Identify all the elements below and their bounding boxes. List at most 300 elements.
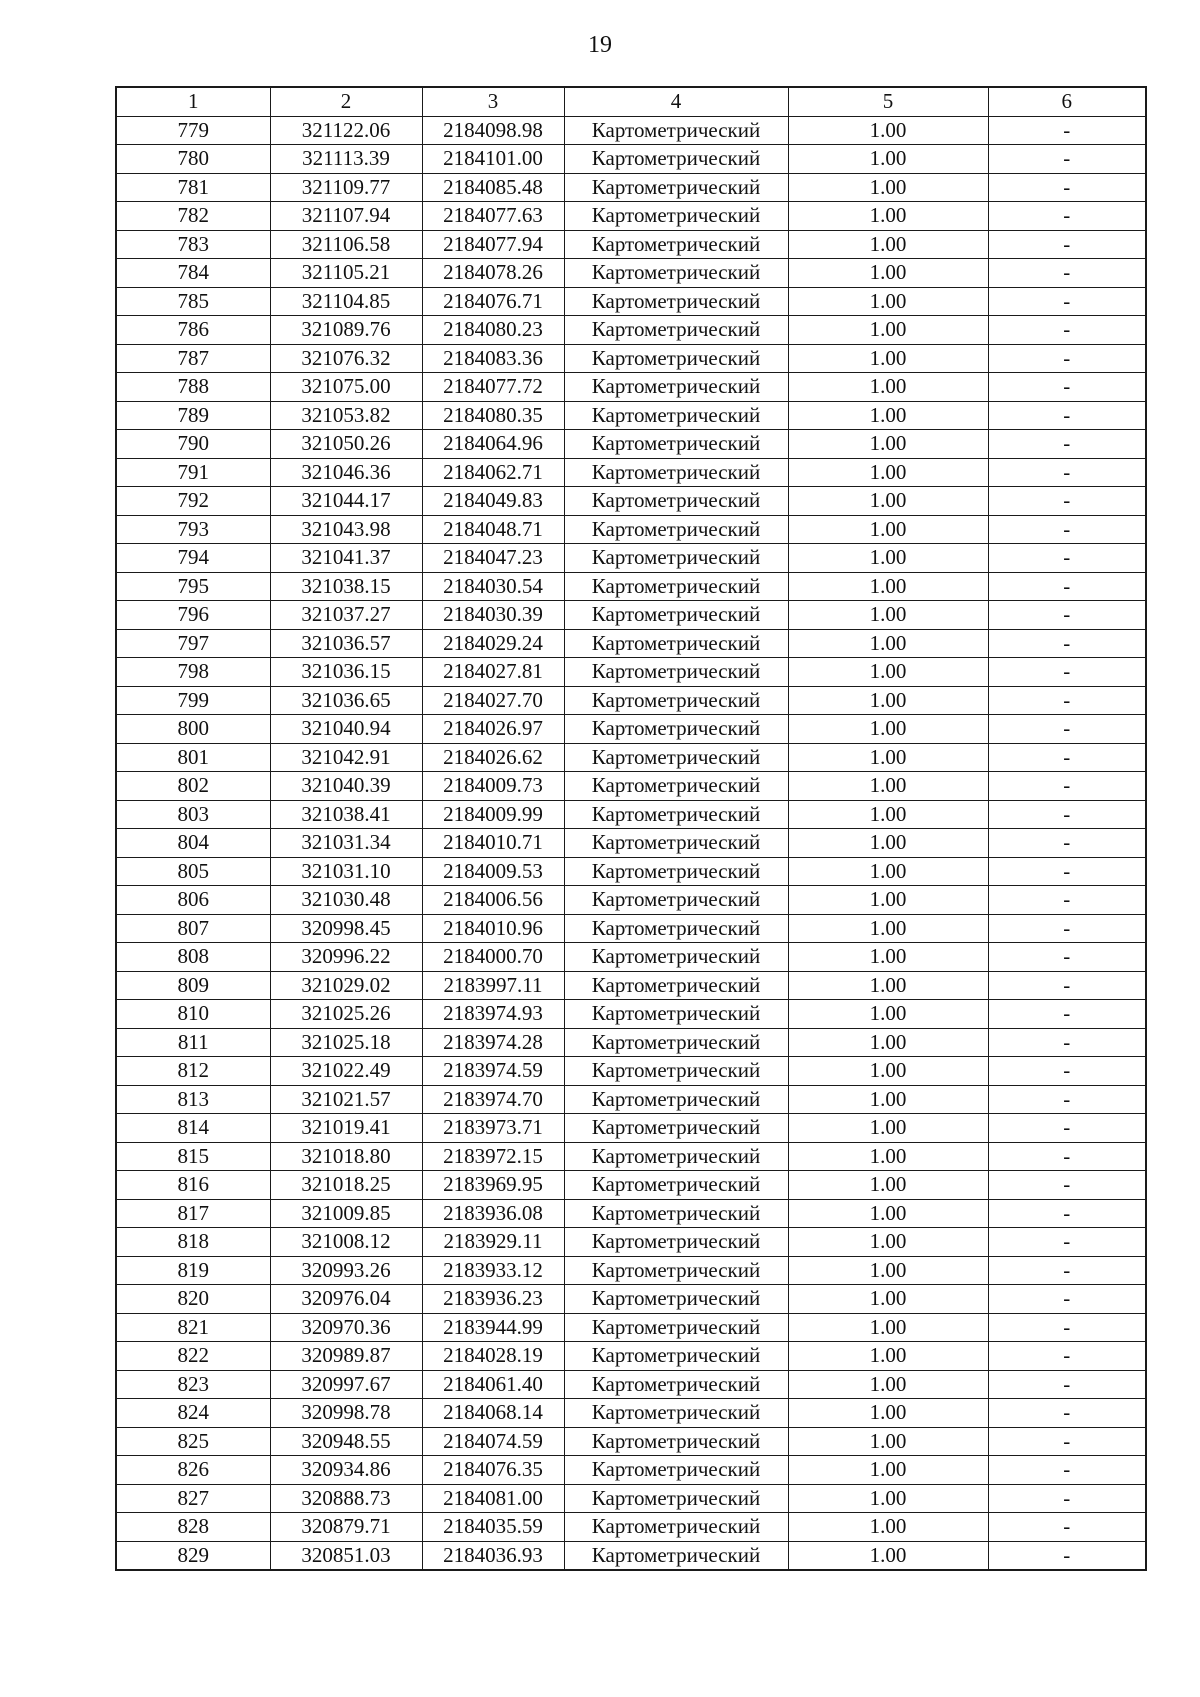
table-row (116, 857, 1146, 886)
description-cell: - (988, 1114, 1146, 1143)
point-number-cell: 818 (116, 1228, 270, 1257)
y-coordinate-cell: 2183972.15 (422, 1142, 564, 1171)
x-coordinate-cell: 321018.25 (270, 1171, 422, 1200)
y-coordinate-cell: 2184048.71 (422, 515, 564, 544)
method-cell: Картометрический (564, 1285, 788, 1314)
point-number-cell: 809 (116, 971, 270, 1000)
table-row (116, 1028, 1146, 1057)
x-coordinate-cell: 320976.04 (270, 1285, 422, 1314)
accuracy-cell: 1.00 (788, 1541, 988, 1570)
accuracy-cell: 1.00 (788, 173, 988, 202)
y-coordinate-cell: 2184080.35 (422, 401, 564, 430)
y-coordinate-cell: 2184098.98 (422, 116, 564, 145)
description-cell: - (988, 1199, 1146, 1228)
x-coordinate-cell: 320989.87 (270, 1342, 422, 1371)
accuracy-cell: 1.00 (788, 145, 988, 174)
x-coordinate-cell: 321038.41 (270, 800, 422, 829)
table-row (116, 800, 1146, 829)
point-number-cell: 799 (116, 686, 270, 715)
accuracy-cell: 1.00 (788, 287, 988, 316)
point-number-cell: 827 (116, 1484, 270, 1513)
point-number-cell: 810 (116, 1000, 270, 1029)
point-number-cell: 826 (116, 1456, 270, 1485)
x-coordinate-cell: 321109.77 (270, 173, 422, 202)
description-cell: - (988, 1285, 1146, 1314)
method-cell: Картометрический (564, 259, 788, 288)
table-row (116, 1484, 1146, 1513)
accuracy-cell: 1.00 (788, 572, 988, 601)
header-cell-col4: 4 (564, 87, 788, 116)
point-number-cell: 791 (116, 458, 270, 487)
accuracy-cell: 1.00 (788, 373, 988, 402)
table-row (116, 401, 1146, 430)
description-cell: - (988, 1399, 1146, 1428)
accuracy-cell: 1.00 (788, 316, 988, 345)
method-cell: Картометрический (564, 1199, 788, 1228)
point-number-cell: 829 (116, 1541, 270, 1570)
table-row (116, 544, 1146, 573)
description-cell: - (988, 857, 1146, 886)
method-cell: Картометрический (564, 1427, 788, 1456)
point-number-cell: 780 (116, 145, 270, 174)
table-row (116, 1057, 1146, 1086)
accuracy-cell: 1.00 (788, 1427, 988, 1456)
point-number-cell: 807 (116, 914, 270, 943)
header-cell-col1: 1 (116, 87, 270, 116)
method-cell: Картометрический (564, 1057, 788, 1086)
accuracy-cell: 1.00 (788, 857, 988, 886)
y-coordinate-cell: 2184006.56 (422, 886, 564, 915)
method-cell: Картометрический (564, 544, 788, 573)
point-number-cell: 801 (116, 743, 270, 772)
point-number-cell: 814 (116, 1114, 270, 1143)
y-coordinate-cell: 2184068.14 (422, 1399, 564, 1428)
point-number-cell: 794 (116, 544, 270, 573)
x-coordinate-cell: 321075.00 (270, 373, 422, 402)
method-cell: Картометрический (564, 202, 788, 231)
accuracy-cell: 1.00 (788, 715, 988, 744)
method-cell: Картометрический (564, 1085, 788, 1114)
description-cell: - (988, 943, 1146, 972)
y-coordinate-cell: 2184080.23 (422, 316, 564, 345)
method-cell: Картометрический (564, 914, 788, 943)
table-row (116, 1513, 1146, 1542)
point-number-cell: 786 (116, 316, 270, 345)
accuracy-cell: 1.00 (788, 116, 988, 145)
y-coordinate-cell: 2184061.40 (422, 1370, 564, 1399)
accuracy-cell: 1.00 (788, 1399, 988, 1428)
accuracy-cell: 1.00 (788, 1484, 988, 1513)
y-coordinate-cell: 2184030.39 (422, 601, 564, 630)
point-number-cell: 785 (116, 287, 270, 316)
description-cell: - (988, 629, 1146, 658)
accuracy-cell: 1.00 (788, 1199, 988, 1228)
x-coordinate-cell: 321038.15 (270, 572, 422, 601)
y-coordinate-cell: 2183929.11 (422, 1228, 564, 1257)
y-coordinate-cell: 2184074.59 (422, 1427, 564, 1456)
point-number-cell: 796 (116, 601, 270, 630)
x-coordinate-cell: 320888.73 (270, 1484, 422, 1513)
accuracy-cell: 1.00 (788, 1171, 988, 1200)
accuracy-cell: 1.00 (788, 487, 988, 516)
y-coordinate-cell: 2184101.00 (422, 145, 564, 174)
description-cell: - (988, 658, 1146, 687)
description-cell: - (988, 601, 1146, 630)
accuracy-cell: 1.00 (788, 1256, 988, 1285)
table-row (116, 1313, 1146, 1342)
point-number-cell: 819 (116, 1256, 270, 1285)
accuracy-cell: 1.00 (788, 914, 988, 943)
table-row (116, 259, 1146, 288)
table-row (116, 743, 1146, 772)
x-coordinate-cell: 321040.39 (270, 772, 422, 801)
coordinates-table (115, 86, 1147, 1571)
y-coordinate-cell: 2184047.23 (422, 544, 564, 573)
description-cell: - (988, 1484, 1146, 1513)
table-row (116, 914, 1146, 943)
point-number-cell: 781 (116, 173, 270, 202)
description-cell: - (988, 1057, 1146, 1086)
x-coordinate-cell: 321030.48 (270, 886, 422, 915)
description-cell: - (988, 743, 1146, 772)
y-coordinate-cell: 2184010.96 (422, 914, 564, 943)
y-coordinate-cell: 2184000.70 (422, 943, 564, 972)
point-number-cell: 803 (116, 800, 270, 829)
description-cell: - (988, 886, 1146, 915)
accuracy-cell: 1.00 (788, 202, 988, 231)
point-number-cell: 783 (116, 230, 270, 259)
point-number-cell: 822 (116, 1342, 270, 1371)
point-number-cell: 824 (116, 1399, 270, 1428)
table-row (116, 658, 1146, 687)
description-cell: - (988, 715, 1146, 744)
method-cell: Картометрический (564, 1313, 788, 1342)
description-cell: - (988, 1342, 1146, 1371)
point-number-cell: 815 (116, 1142, 270, 1171)
table-row (116, 344, 1146, 373)
y-coordinate-cell: 2184036.93 (422, 1541, 564, 1570)
point-number-cell: 789 (116, 401, 270, 430)
x-coordinate-cell: 321036.15 (270, 658, 422, 687)
method-cell: Картометрический (564, 401, 788, 430)
method-cell: Картометрический (564, 1142, 788, 1171)
y-coordinate-cell: 2183944.99 (422, 1313, 564, 1342)
accuracy-cell: 1.00 (788, 1370, 988, 1399)
description-cell: - (988, 1256, 1146, 1285)
x-coordinate-cell: 321122.06 (270, 116, 422, 145)
accuracy-cell: 1.00 (788, 1313, 988, 1342)
y-coordinate-cell: 2184009.99 (422, 800, 564, 829)
description-cell: - (988, 800, 1146, 829)
x-coordinate-cell: 321022.49 (270, 1057, 422, 1086)
method-cell: Картометрический (564, 629, 788, 658)
x-coordinate-cell: 321113.39 (270, 145, 422, 174)
table-row (116, 715, 1146, 744)
accuracy-cell: 1.00 (788, 658, 988, 687)
description-cell: - (988, 430, 1146, 459)
table-row (116, 230, 1146, 259)
point-number-cell: 823 (116, 1370, 270, 1399)
y-coordinate-cell: 2183973.71 (422, 1114, 564, 1143)
description-cell: - (988, 316, 1146, 345)
description-cell: - (988, 1028, 1146, 1057)
description-cell: - (988, 1313, 1146, 1342)
y-coordinate-cell: 2184077.63 (422, 202, 564, 231)
x-coordinate-cell: 321107.94 (270, 202, 422, 231)
description-cell: - (988, 458, 1146, 487)
y-coordinate-cell: 2183969.95 (422, 1171, 564, 1200)
table-row (116, 116, 1146, 145)
x-coordinate-cell: 320948.55 (270, 1427, 422, 1456)
method-cell: Картометрический (564, 1342, 788, 1371)
point-number-cell: 804 (116, 829, 270, 858)
description-cell: - (988, 1427, 1146, 1456)
point-number-cell: 805 (116, 857, 270, 886)
accuracy-cell: 1.00 (788, 230, 988, 259)
x-coordinate-cell: 321106.58 (270, 230, 422, 259)
method-cell: Картометрический (564, 1228, 788, 1257)
point-number-cell: 825 (116, 1427, 270, 1456)
x-coordinate-cell: 321041.37 (270, 544, 422, 573)
method-cell: Картометрический (564, 572, 788, 601)
x-coordinate-cell: 321029.02 (270, 971, 422, 1000)
x-coordinate-cell: 321031.34 (270, 829, 422, 858)
description-cell: - (988, 971, 1146, 1000)
accuracy-cell: 1.00 (788, 800, 988, 829)
table-row (116, 1256, 1146, 1285)
description-cell: - (988, 515, 1146, 544)
x-coordinate-cell: 320998.78 (270, 1399, 422, 1428)
method-cell: Картометрический (564, 971, 788, 1000)
x-coordinate-cell: 321019.41 (270, 1114, 422, 1143)
description-cell: - (988, 202, 1146, 231)
y-coordinate-cell: 2184062.71 (422, 458, 564, 487)
description-cell: - (988, 373, 1146, 402)
table-row (116, 145, 1146, 174)
x-coordinate-cell: 320993.26 (270, 1256, 422, 1285)
table-row (116, 487, 1146, 516)
accuracy-cell: 1.00 (788, 743, 988, 772)
description-cell: - (988, 686, 1146, 715)
description-cell: - (988, 1541, 1146, 1570)
table-row (116, 601, 1146, 630)
page-number: 19 (588, 32, 612, 58)
point-number-cell: 806 (116, 886, 270, 915)
description-cell: - (988, 1370, 1146, 1399)
x-coordinate-cell: 321105.21 (270, 259, 422, 288)
accuracy-cell: 1.00 (788, 1000, 988, 1029)
point-number-cell: 811 (116, 1028, 270, 1057)
y-coordinate-cell: 2184085.48 (422, 173, 564, 202)
table-header (116, 87, 1146, 116)
table-row (116, 1114, 1146, 1143)
accuracy-cell: 1.00 (788, 544, 988, 573)
x-coordinate-cell: 321021.57 (270, 1085, 422, 1114)
method-cell: Картометрический (564, 601, 788, 630)
point-number-cell: 797 (116, 629, 270, 658)
table-row (116, 1228, 1146, 1257)
accuracy-cell: 1.00 (788, 686, 988, 715)
method-cell: Картометрический (564, 515, 788, 544)
table-row (116, 629, 1146, 658)
description-cell: - (988, 145, 1146, 174)
x-coordinate-cell: 321042.91 (270, 743, 422, 772)
y-coordinate-cell: 2184076.71 (422, 287, 564, 316)
description-cell: - (988, 1085, 1146, 1114)
y-coordinate-cell: 2184083.36 (422, 344, 564, 373)
point-number-cell: 779 (116, 116, 270, 145)
y-coordinate-cell: 2184027.81 (422, 658, 564, 687)
x-coordinate-cell: 320998.45 (270, 914, 422, 943)
point-number-cell: 782 (116, 202, 270, 231)
table-row (116, 173, 1146, 202)
x-coordinate-cell: 320997.67 (270, 1370, 422, 1399)
description-cell: - (988, 401, 1146, 430)
x-coordinate-cell: 321025.18 (270, 1028, 422, 1057)
y-coordinate-cell: 2184010.71 (422, 829, 564, 858)
table-row (116, 373, 1146, 402)
y-coordinate-cell: 2184078.26 (422, 259, 564, 288)
y-coordinate-cell: 2184030.54 (422, 572, 564, 601)
accuracy-cell: 1.00 (788, 1057, 988, 1086)
description-cell: - (988, 173, 1146, 202)
x-coordinate-cell: 321104.85 (270, 287, 422, 316)
table-row (116, 202, 1146, 231)
description-cell: - (988, 1228, 1146, 1257)
x-coordinate-cell: 321025.26 (270, 1000, 422, 1029)
y-coordinate-cell: 2183933.12 (422, 1256, 564, 1285)
y-coordinate-cell: 2183974.70 (422, 1085, 564, 1114)
accuracy-cell: 1.00 (788, 1513, 988, 1542)
table-body (116, 116, 1146, 1570)
accuracy-cell: 1.00 (788, 1114, 988, 1143)
table-row (116, 1142, 1146, 1171)
x-coordinate-cell: 321009.85 (270, 1199, 422, 1228)
table-row (116, 515, 1146, 544)
description-cell: - (988, 1513, 1146, 1542)
accuracy-cell: 1.00 (788, 1456, 988, 1485)
method-cell: Картометрический (564, 373, 788, 402)
accuracy-cell: 1.00 (788, 259, 988, 288)
x-coordinate-cell: 321037.27 (270, 601, 422, 630)
method-cell: Картометрический (564, 1484, 788, 1513)
header-cell-col6: 6 (988, 87, 1146, 116)
table-row (116, 886, 1146, 915)
y-coordinate-cell: 2184027.70 (422, 686, 564, 715)
point-number-cell: 788 (116, 373, 270, 402)
point-number-cell: 821 (116, 1313, 270, 1342)
method-cell: Картометрический (564, 886, 788, 915)
accuracy-cell: 1.00 (788, 1142, 988, 1171)
method-cell: Картометрический (564, 1513, 788, 1542)
accuracy-cell: 1.00 (788, 401, 988, 430)
point-number-cell: 795 (116, 572, 270, 601)
table-row (116, 1541, 1146, 1570)
method-cell: Картометрический (564, 829, 788, 858)
x-coordinate-cell: 321008.12 (270, 1228, 422, 1257)
point-number-cell: 812 (116, 1057, 270, 1086)
y-coordinate-cell: 2184009.53 (422, 857, 564, 886)
point-number-cell: 808 (116, 943, 270, 972)
table-row (116, 1285, 1146, 1314)
method-cell: Картометрический (564, 715, 788, 744)
description-cell: - (988, 772, 1146, 801)
accuracy-cell: 1.00 (788, 1028, 988, 1057)
method-cell: Картометрический (564, 800, 788, 829)
method-cell: Картометрический (564, 316, 788, 345)
method-cell: Картометрический (564, 145, 788, 174)
table-row (116, 686, 1146, 715)
method-cell: Картометрический (564, 658, 788, 687)
description-cell: - (988, 914, 1146, 943)
accuracy-cell: 1.00 (788, 1228, 988, 1257)
method-cell: Картометрический (564, 743, 788, 772)
x-coordinate-cell: 321036.57 (270, 629, 422, 658)
description-cell: - (988, 230, 1146, 259)
x-coordinate-cell: 321018.80 (270, 1142, 422, 1171)
table-row (116, 1000, 1146, 1029)
description-cell: - (988, 1000, 1146, 1029)
x-coordinate-cell: 321053.82 (270, 401, 422, 430)
table-row (116, 1370, 1146, 1399)
method-cell: Картометрический (564, 1171, 788, 1200)
table-row (116, 430, 1146, 459)
table-row (116, 772, 1146, 801)
y-coordinate-cell: 2184026.62 (422, 743, 564, 772)
y-coordinate-cell: 2184029.24 (422, 629, 564, 658)
x-coordinate-cell: 321046.36 (270, 458, 422, 487)
table-row (116, 572, 1146, 601)
x-coordinate-cell: 321036.65 (270, 686, 422, 715)
description-cell: - (988, 259, 1146, 288)
point-number-cell: 802 (116, 772, 270, 801)
accuracy-cell: 1.00 (788, 886, 988, 915)
accuracy-cell: 1.00 (788, 829, 988, 858)
y-coordinate-cell: 2183974.59 (422, 1057, 564, 1086)
y-coordinate-cell: 2183936.08 (422, 1199, 564, 1228)
y-coordinate-cell: 2184076.35 (422, 1456, 564, 1485)
y-coordinate-cell: 2184009.73 (422, 772, 564, 801)
x-coordinate-cell: 321050.26 (270, 430, 422, 459)
table-row (116, 1427, 1146, 1456)
table-row (116, 458, 1146, 487)
x-coordinate-cell: 320879.71 (270, 1513, 422, 1542)
point-number-cell: 828 (116, 1513, 270, 1542)
table-row (116, 316, 1146, 345)
method-cell: Картометрический (564, 1000, 788, 1029)
method-cell: Картометрический (564, 772, 788, 801)
point-number-cell: 798 (116, 658, 270, 687)
table-row (116, 1342, 1146, 1371)
table-row (116, 943, 1146, 972)
accuracy-cell: 1.00 (788, 515, 988, 544)
description-cell: - (988, 829, 1146, 858)
accuracy-cell: 1.00 (788, 458, 988, 487)
header-row (116, 87, 1146, 116)
method-cell: Картометрический (564, 943, 788, 972)
point-number-cell: 793 (116, 515, 270, 544)
point-number-cell: 790 (116, 430, 270, 459)
description-cell: - (988, 487, 1146, 516)
method-cell: Картометрический (564, 1028, 788, 1057)
point-number-cell: 784 (116, 259, 270, 288)
x-coordinate-cell: 321089.76 (270, 316, 422, 345)
y-coordinate-cell: 2184077.94 (422, 230, 564, 259)
header-cell-col3: 3 (422, 87, 564, 116)
method-cell: Картометрический (564, 230, 788, 259)
y-coordinate-cell: 2183974.93 (422, 1000, 564, 1029)
accuracy-cell: 1.00 (788, 601, 988, 630)
